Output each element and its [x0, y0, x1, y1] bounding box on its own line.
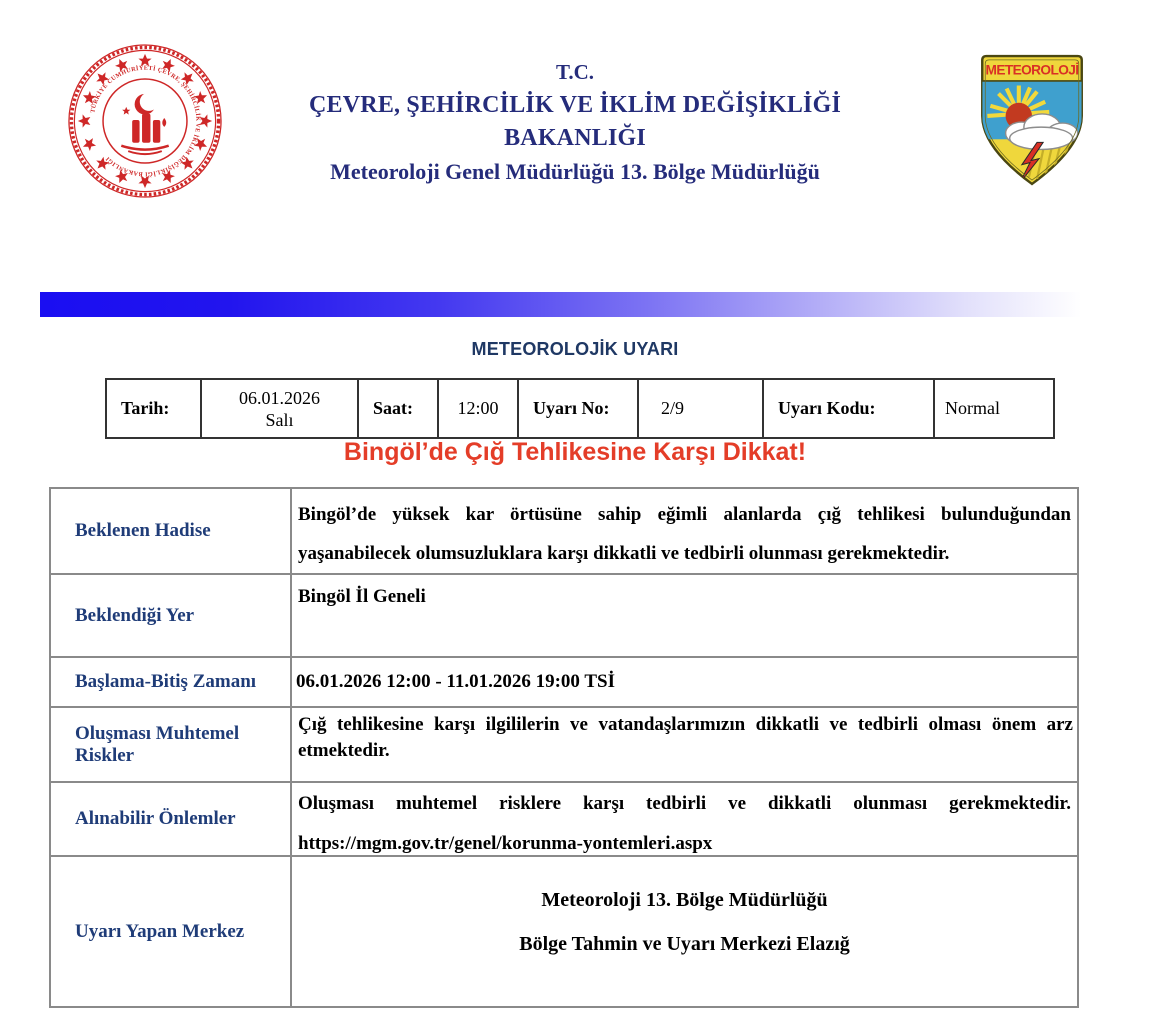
- row-label-beklenen-hadise: Beklenen Hadise: [50, 488, 291, 574]
- tarih-value: [201, 379, 358, 438]
- row-label-alinabilir-onlemler: Alınabilir Önlemler: [50, 782, 291, 856]
- table-row-muhtemel-riskler: [50, 707, 1078, 782]
- header-department: Meteoroloji Genel Müdürlüğü 13. Bölge Müdürlüğü: [330, 159, 820, 184]
- tarih-date: 06.01.2026: [239, 387, 320, 408]
- uyari-no-value: 2/9: [638, 379, 763, 438]
- warning-info-table: [105, 378, 1055, 439]
- row-label-muhtemel-riskler: Oluşması Muhtemel Riskler: [50, 707, 291, 782]
- issuing-center-line1: Meteoroloji 13. Bölge Müdürlüğü: [541, 889, 828, 911]
- beklenen-hadise-text: Bingöl’de yüksek kar örtüsüne sahip eğimli alanlarda çığ tehlikesi bulunduğundan yaşanabilecek olumsuzluklara karşı dikkatli ve tedbirli olunması gerekmektedir.: [298, 504, 1071, 564]
- table-row-alinabilir-onlemler: [50, 782, 1078, 856]
- shield-title-text: METEOROLOJİ: [985, 62, 1079, 78]
- row-label-baslama-bitis: Başlama-Bitiş Zamanı: [50, 657, 291, 707]
- alert-headline: Bingöl’de Çığ Tehlikesine Karşı Dikkat!: [343, 438, 807, 466]
- header-ministry-2: BAKANLIĞI: [504, 125, 646, 151]
- meteorology-shield-logo: [974, 53, 1090, 187]
- row-label-beklendigi-yer: Beklendiği Yer: [50, 574, 291, 657]
- issuing-center-block: [292, 848, 1077, 997]
- table-row-beklenen-hadise: [50, 488, 1078, 574]
- saat-value: 12:00: [438, 379, 518, 438]
- tarih-day: Salı: [265, 409, 294, 430]
- uyari-no-label: Uyarı No:: [518, 379, 638, 438]
- table-row-uyari-yapan-merkez: [50, 856, 1078, 1007]
- saat-label: Saat:: [358, 379, 438, 438]
- row-label-uyari-yapan-merkez: Uyarı Yapan Merkez: [50, 856, 291, 1007]
- seal-curved-text: TÜRKİYE CUMHURİYETİ ÇEVRE, ŞEHİRCİLİK VE İKLİM DEĞİŞİKLİĞİ BAKANLIĞI: [90, 65, 201, 177]
- tarih-label: Tarih:: [106, 379, 201, 438]
- header-tc: T.C.: [555, 60, 595, 84]
- header-ministry-1: ÇEVRE, ŞEHİRCİLİK VE İKLİM DEĞİŞİKLİĞİ: [309, 92, 841, 118]
- uyari-kodu-label: Uyarı Kodu:: [763, 379, 934, 438]
- blue-gradient-divider: [40, 292, 1092, 317]
- protection-methods-link[interactable]: https://mgm.gov.tr/genel/korunma-yontemleri.aspx: [298, 833, 713, 854]
- baslama-bitis-text: 06.01.2026 12:00 - 11.01.2026 19:00 TSİ: [296, 671, 615, 692]
- uyari-kodu-value: Normal: [934, 379, 1054, 438]
- table-row-baslama-bitis: [50, 657, 1078, 707]
- beklendigi-yer-text: Bingöl İl Geneli: [298, 586, 426, 607]
- alinabilir-onlemler-text: Oluşması muhtemel risklere karşı tedbirli ve dikkatli olunması gerekmektedir.: [298, 793, 1071, 814]
- table-row-beklendigi-yer: [50, 574, 1078, 657]
- muhtemel-riskler-text: Çığ tehlikesine karşı ilgililerin ve vatandaşlarımızın dikkatli ve tedbirli olması önem arz etmektedir.: [298, 714, 1073, 761]
- warning-detail-table: [49, 487, 1079, 1008]
- issuing-center-line2: Bölge Tahmin ve Uyarı Merkezi Elazığ: [519, 933, 850, 955]
- document-title: METEOROLOJİK UYARI: [471, 339, 679, 359]
